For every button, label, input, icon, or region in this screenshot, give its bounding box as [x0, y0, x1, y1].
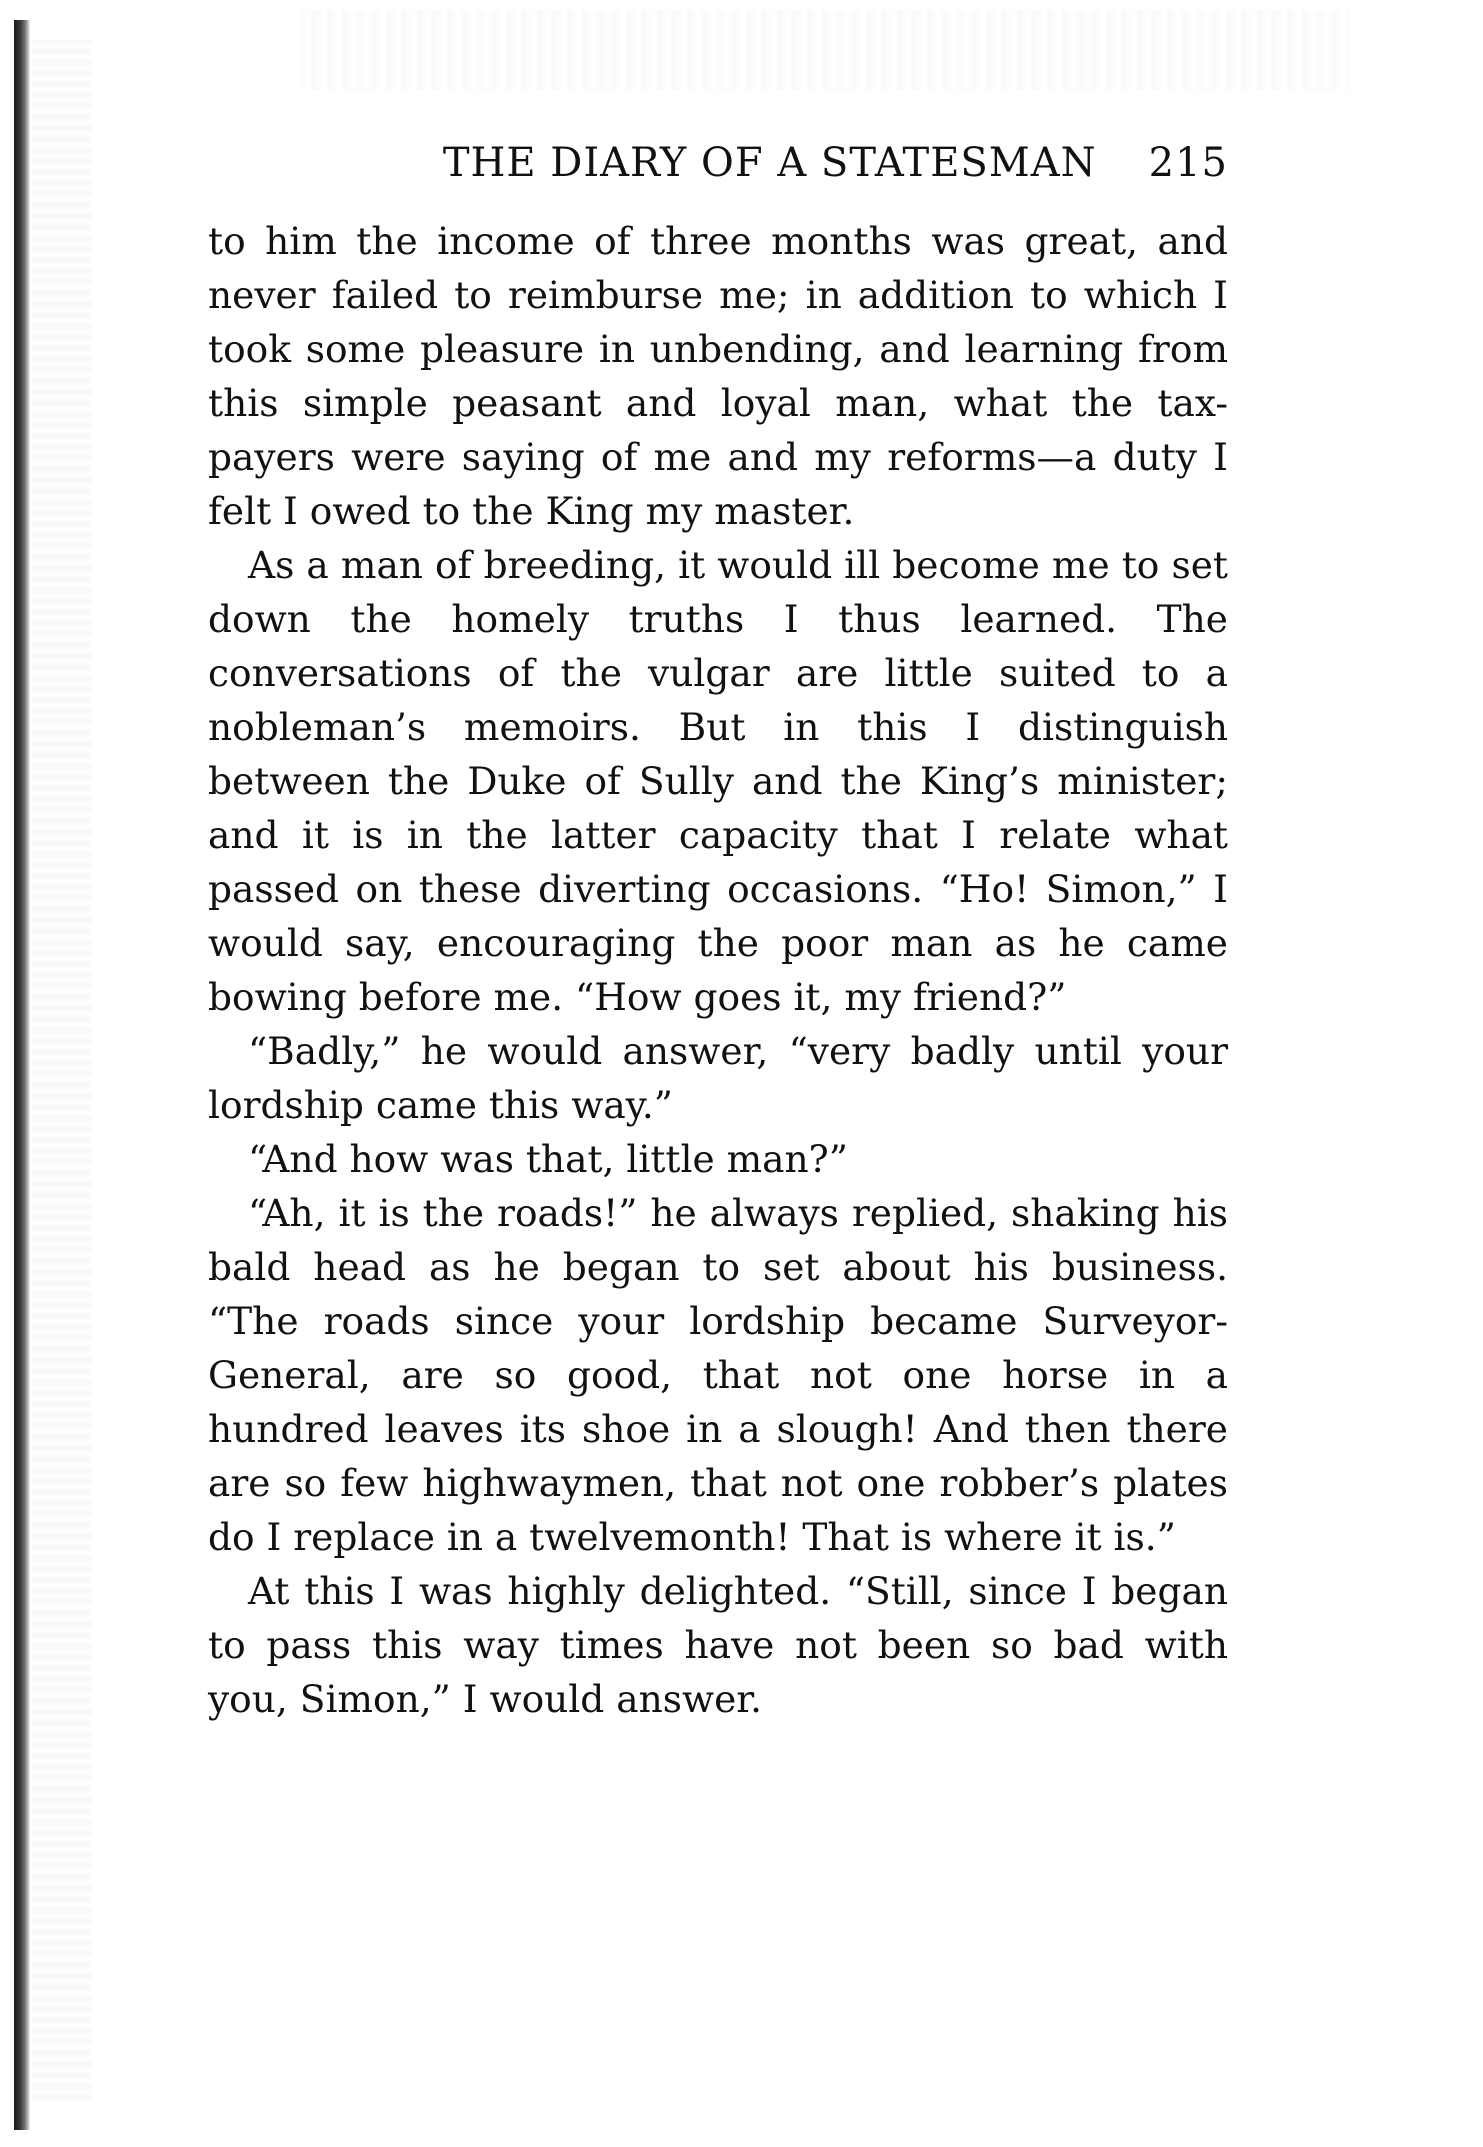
paragraph: “Badly,” he would answer, “very badly until your lordship came this way.”: [208, 1029, 1228, 1127]
page-margin-shadow: [32, 40, 92, 2100]
page-top-speckle: [300, 10, 1350, 90]
book-page: [208, 140, 1228, 1726]
running-head: [208, 140, 1228, 190]
body-text: [208, 214, 1228, 1726]
paragraph: As a man of breeding, it would ill become me to set down the homely truths I thus learned. The conversations of the vulgar are little suited to a nobleman’s memoirs. But in this I distinguish between the Duke of Sully and the King’s minister; and it is in the latter capacity that I relate what passed on these diverting occasions. “Ho! Simon,” I would say, encouraging the poor man as he came bowing before me. “How goes it, my friend?”: [208, 543, 1228, 1019]
running-head-title: THE DIARY OF A STATESMAN: [442, 140, 1097, 186]
paragraph-continued: to him the income of three months was great, and never failed to reimburse me; in addition to which I took some pleasure in unbending, and learning from this simple peasant and loyal man, what the tax-payers were saying of me and my reforms—a duty I felt I owed to the King my master.: [208, 219, 1228, 533]
paragraph: “Ah, it is the roads!” he always replied, shaking his bald head as he began to set about his business. “The roads since your lordship became Surveyor-General, are so good, that not one horse in a hundred leaves its shoe in a slough! And then there are so few highwaymen, that not one robber’s plates do I replace in a twelvemonth! That is where it is.”: [208, 1191, 1228, 1559]
page-number: 215: [1148, 140, 1228, 186]
paragraph: At this I was highly delighted. “Still, since I began to pass this way times have not been so bad with you, Simon,” I would answer.: [208, 1569, 1228, 1721]
paragraph: “And how was that, little man?”: [248, 1137, 848, 1181]
book-binding-edge: [14, 20, 30, 2130]
